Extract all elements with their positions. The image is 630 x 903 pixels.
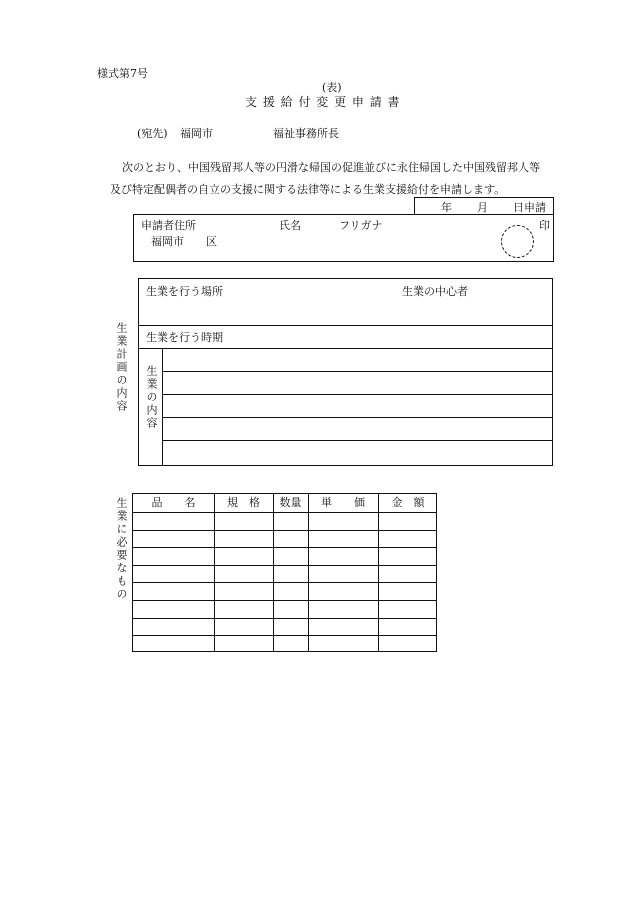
date-day-apply[interactable]: 日申請: [513, 201, 546, 214]
applicant-name-label: 氏名: [279, 219, 301, 232]
form-number: 様式第7号: [97, 67, 148, 80]
needs-col-divider: [273, 494, 274, 651]
needs-col-divider: [214, 494, 215, 651]
applicant-seal-label: 印: [539, 219, 550, 232]
plan-table: [138, 278, 553, 466]
plan-divider: [139, 325, 552, 326]
plan-period-label: 生業を行う時期: [146, 331, 223, 344]
table-row[interactable]: [133, 582, 436, 583]
addressee-city: 福岡市: [180, 127, 213, 140]
page-title: 支 援 給 付 変 更 申 請 書: [245, 95, 401, 109]
applicant-box: [133, 214, 554, 262]
needs-col-header: 規 格: [227, 496, 260, 509]
applicant-city-ward[interactable]: 福岡市 区: [151, 235, 217, 248]
plan-content-line[interactable]: [162, 440, 552, 441]
table-row[interactable]: [133, 547, 436, 548]
needs-col-divider: [308, 494, 309, 651]
plan-side-label: 生業計画の内容: [115, 322, 128, 413]
plan-content-line[interactable]: [162, 394, 552, 395]
seal-circle[interactable]: [501, 225, 534, 258]
applicant-furigana-label: フリガナ: [339, 219, 383, 232]
plan-content-divider: [162, 348, 163, 465]
date-month[interactable]: 月: [477, 201, 488, 214]
plan-content-label: 生業の内容: [145, 365, 158, 430]
needs-col-header: 金 額: [391, 496, 425, 509]
table-row[interactable]: [133, 600, 436, 601]
table-row[interactable]: [133, 635, 436, 636]
table-row[interactable]: [133, 565, 436, 566]
side-indicator: (表): [322, 81, 342, 94]
addressee-label: (宛先): [137, 127, 168, 140]
plan-content-line[interactable]: [162, 371, 552, 372]
table-row[interactable]: [133, 512, 436, 513]
plan-place-label: 生業を行う場所: [146, 285, 223, 298]
date-box: [414, 197, 554, 215]
addressee-office: 福祉事務所長: [273, 127, 339, 140]
applicant-address-label: 申請者住所: [141, 219, 196, 232]
needs-col-header: 品 名: [151, 496, 196, 509]
plan-divider: [139, 348, 552, 349]
date-year[interactable]: 年: [441, 201, 452, 214]
table-row[interactable]: [133, 530, 436, 531]
needs-col-header: 単 価: [321, 496, 365, 509]
needs-side-label: 生業に必要なもの: [115, 497, 128, 601]
intro-line-2: 及び特定配偶者の自立の支援に関する法律等による生業支援給付を申請します。: [110, 183, 506, 196]
plan-person-label: 生業の中心者: [402, 285, 468, 298]
needs-table: [132, 493, 437, 652]
plan-content-line[interactable]: [162, 417, 552, 418]
intro-line-1: 次のとおり、中国残留邦人等の円滑な帰国の促進並びに永住帰国した中国残留邦人等: [122, 161, 540, 174]
needs-col-header: 数量: [279, 496, 302, 509]
table-row[interactable]: [133, 618, 436, 619]
needs-col-divider: [378, 494, 379, 651]
